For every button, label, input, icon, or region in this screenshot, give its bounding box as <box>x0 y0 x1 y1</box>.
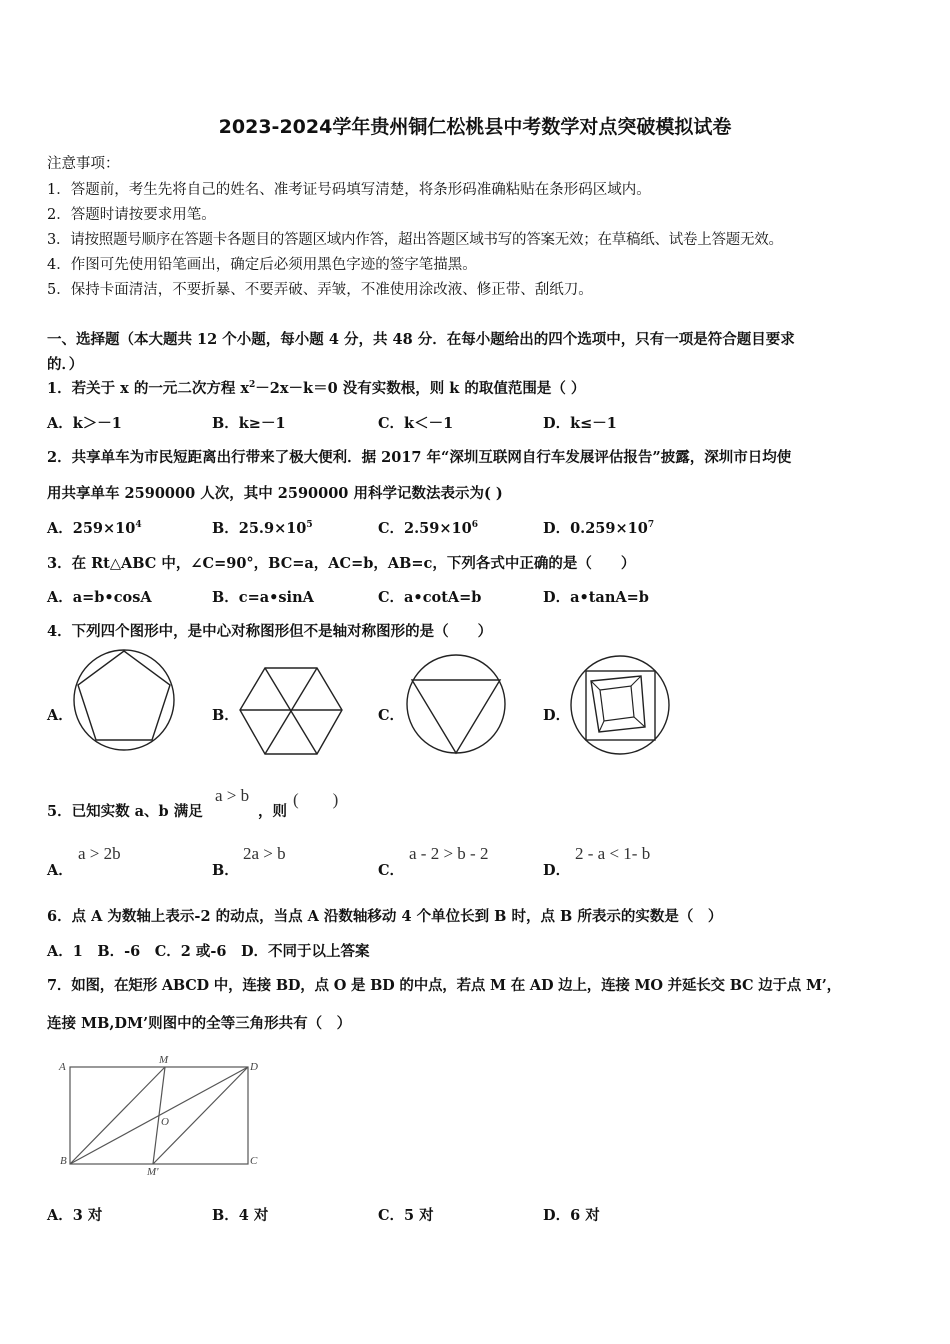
q4-option-c: C． <box>378 707 405 724</box>
notice-heading: 注意事项： <box>47 156 120 172</box>
q5-option-b-label: B． <box>212 862 239 879</box>
q5-paren: ( ) <box>293 790 339 809</box>
q6-options: A．1 B．-6 C．2 或-6 D．不同于以上答案 <box>47 943 370 960</box>
label-b: B <box>60 1155 67 1167</box>
q5-condition: a > b <box>215 786 250 805</box>
q4-stem: 4．下列四个图形中，是中心对称图形但不是轴对称图形的是（ ） <box>47 623 493 640</box>
q2-stem-line1: 2．共享单车为市民短距离出行带来了极大便利．据 2017 年“深圳互联网自行车发展评估报告”披露，深圳市日均使 <box>47 449 792 466</box>
q5-stem: 5．已知实数 a、b 满足 <box>47 803 203 820</box>
q7-option-d: D．6 对 <box>543 1207 600 1224</box>
label-o: O <box>161 1116 169 1128</box>
q5-option-c-label: C． <box>378 862 405 879</box>
q3-option-a: A．a=b•cosA <box>47 589 152 606</box>
notice-item-2: 2．答题时请按要求用笔。 <box>47 207 216 223</box>
section-heading-line2: 的．） <box>47 356 84 373</box>
figure-c-triangle-in-circle <box>404 653 508 757</box>
q2-option-d: D．$0.259\times 10^7$ <box>543 520 655 537</box>
notice-item-5: 5．保持卡面清洁，不要折暴、不要弄破、弄皱，不准使用涂改液、修正带、刮纸刀。 <box>47 282 593 298</box>
label-m: M <box>159 1054 169 1066</box>
q7-stem-line2: 连接 MB,DM’则图中的全等三角形共有（ ） <box>47 1015 352 1032</box>
q7-option-c: C．5 对 <box>378 1207 434 1224</box>
q2-option-a: A．$259\times 10^4$ <box>47 520 142 537</box>
q2-option-b: B．$25.9\times 10^5$ <box>212 520 313 537</box>
q1-option-d: D．k≤－1 <box>543 415 617 432</box>
q7-stem-line1: 7．如图，在矩形 ABCD 中，连接 BD，点 O 是 BD 的中点，若点 M 在 AD 边上，连接 MO 并延长交 BC 边于点 M’， <box>47 977 841 994</box>
q6-stem: 6．点 A 为数轴上表示-2 的动点，当点 A 沿数轴移动 4 个单位长到 B 时，点 B 所表示的实数是（ ） <box>47 908 723 925</box>
q5-option-d-label: D． <box>543 862 571 879</box>
label-d: D <box>250 1061 258 1073</box>
q5-option-c-expr: a - 2 > b - 2 <box>409 844 489 863</box>
page-title: 2023-2024学年贵州铜仁松桃县中考数学对点突破模拟试卷 <box>218 116 732 138</box>
q5-option-a-expr: a > 2b <box>78 844 121 863</box>
section-heading-line1: 一、选择题（本大题共 12 个小题，每小题 4 分，共 48 分．在每小题给出的四个选项中，只有一项是符合题目要求 <box>47 331 795 348</box>
q2-stem-line2: 用共享单车 2590000 人次，其中 2590000 用科学记数法表示为( ) <box>47 485 503 502</box>
q1-option-b: B．k≥－1 <box>212 415 286 432</box>
q1-option-a: A．k＞－1 <box>47 415 122 432</box>
q4-option-d: D． <box>543 707 571 724</box>
q1-stem: 1．若关于 x 的一元二次方程 $x^2-2x-k=0$ 没有实数根，则 k 的取值范围是（ ） <box>47 380 586 397</box>
q3-option-c: C．a•cotA=b <box>378 589 482 606</box>
q5-option-b-expr: 2a > b <box>243 844 286 863</box>
figure-a-pentagon-in-circle <box>73 648 177 752</box>
notice-item-3: 3．请按照题号顺序在答题卡各题目的答题区域内作答，超出答题区域书写的答案无效；在草稿纸、试卷上答题无效。 <box>47 232 783 248</box>
q5-then: ，则 <box>258 803 287 820</box>
q7-rectangle-figure <box>58 1052 268 1177</box>
figure-b-hexagon <box>238 666 344 760</box>
label-c: C <box>250 1155 258 1167</box>
q7-option-b: B．4 对 <box>212 1207 269 1224</box>
q3-stem: 3．在 Rt△ABC 中，∠C=90°，BC=a，AC=b，AB=c，下列各式中正确的是（ ） <box>47 555 636 572</box>
notice-item-4: 4．作图可先使用铅笔画出，确定后必须用黑色字迹的签字笔描黑。 <box>47 257 477 273</box>
notice-item-1: 1．答题前，考生先将自己的姓名、准考证号码填写清楚，将条形码准确粘贴在条形码区域内。 <box>47 182 651 198</box>
q3-option-d: D．a•tanA=b <box>543 589 649 606</box>
q1-option-c: C．k＜－1 <box>378 415 454 432</box>
label-a: A <box>59 1061 66 1073</box>
q5-option-a-label: A． <box>47 862 73 879</box>
label-m-prime: M' <box>147 1166 159 1178</box>
q3-option-b: B．c=a•sinA <box>212 589 314 606</box>
q5-option-d-expr: 2 - a < 1- b <box>575 844 651 863</box>
figure-d-square-in-circle <box>569 654 673 758</box>
q4-option-a: A． <box>47 707 73 724</box>
q2-option-c: C．$2.59\times 10^6$ <box>378 520 478 537</box>
q7-option-a: A．3 对 <box>47 1207 103 1224</box>
q4-option-b: B． <box>212 707 239 724</box>
